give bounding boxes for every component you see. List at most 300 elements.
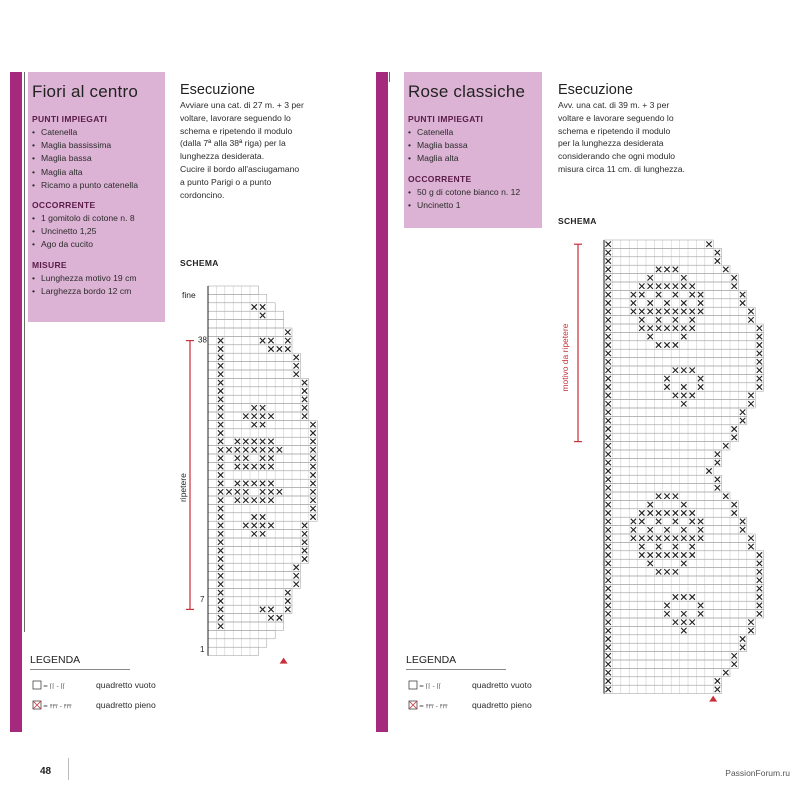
filled-cell-x: [285, 338, 290, 343]
grid-row: [604, 635, 747, 643]
filled-cell-x: [218, 573, 223, 578]
filled-cell-x: [656, 519, 661, 524]
filled-cell-x: [260, 422, 265, 427]
filled-cell-x: [218, 590, 223, 595]
grid-row: [604, 349, 764, 357]
filled-cell-x: [740, 636, 745, 641]
list-item: • Ago da cucito: [32, 238, 165, 251]
filled-cell-x: [748, 544, 753, 549]
filled-cell-x: [252, 481, 257, 486]
filled-cell-x: [648, 536, 653, 541]
filled-cell-x: [757, 326, 762, 331]
filled-cell-x: [218, 582, 223, 587]
filled-cell-x: [235, 498, 240, 503]
section-heading: OCCORRENTE: [32, 200, 96, 211]
empty-square-icon: [408, 678, 466, 692]
filled-cell-x: [681, 384, 686, 389]
chart-grid: [604, 240, 764, 694]
filled-cell-x: [664, 536, 669, 541]
filled-cell-x: [757, 334, 762, 339]
filled-cell-x: [606, 460, 611, 465]
left-legend-title: LEGENDA: [30, 654, 130, 670]
filled-cell-x: [606, 653, 611, 658]
filled-cell-x: [302, 540, 307, 545]
filled-cell-x: [748, 393, 753, 398]
grid-row: [604, 576, 764, 584]
filled-cell-x: [648, 309, 653, 314]
filled-cell-x: [740, 519, 745, 524]
filled-cell-x: [681, 334, 686, 339]
list-item: • Uncinetto 1: [408, 199, 542, 212]
filled-cell-x: [690, 326, 695, 331]
filled-cell-x: [732, 662, 737, 667]
list-item: • Maglia alta: [408, 152, 542, 165]
right-schema-label: SCHEMA: [558, 216, 597, 226]
filled-cell-x: [639, 552, 644, 557]
filled-cell-x: [606, 351, 611, 356]
filled-cell-x: [218, 506, 223, 511]
filled-cell-x: [268, 456, 273, 461]
grid-row: [604, 584, 764, 592]
filled-cell-x: [252, 498, 257, 503]
filled-cell-x: [664, 494, 669, 499]
filled-cell-x: [260, 338, 265, 343]
filled-cell-x: [260, 607, 265, 612]
filled-cell-x: [218, 615, 223, 620]
legend-full-label: quadretto pieno: [96, 700, 156, 710]
list-item: • 1 gomitolo di cotone n. 8: [32, 212, 165, 225]
grid-row: [604, 341, 764, 349]
filled-cell-x: [606, 435, 611, 440]
filled-cell-x: [698, 603, 703, 608]
filled-cell-x: [690, 317, 695, 322]
filled-cell-x: [740, 410, 745, 415]
filled-cell-x: [681, 510, 686, 515]
filled-cell-x: [681, 300, 686, 305]
filled-cell-x: [218, 456, 223, 461]
filled-cell-x: [698, 527, 703, 532]
execution-line: Avv. una cat. di 39 m. + 3 per: [558, 100, 670, 110]
filled-cell-x: [681, 326, 686, 331]
filled-cell-x: [648, 300, 653, 305]
filled-cell-x: [252, 531, 257, 536]
right-execution-text: [558, 99, 738, 176]
filled-cell-x: [218, 439, 223, 444]
filled-cell-x: [681, 527, 686, 532]
filled-cell-x: [715, 687, 720, 692]
filled-cell-x: [748, 317, 753, 322]
filled-cell-x: [606, 586, 611, 591]
filled-cell-x: [606, 477, 611, 482]
filled-cell-x: [606, 393, 611, 398]
left-title: Fiori al centro: [32, 82, 138, 101]
filled-cell-x: [285, 330, 290, 335]
filled-cell-x: [218, 380, 223, 385]
filled-cell-x: [606, 687, 611, 692]
filled-cell-x: [715, 452, 720, 457]
filled-cell-x: [732, 653, 737, 658]
filled-cell-x: [606, 292, 611, 297]
filled-cell-x: [268, 481, 273, 486]
filled-cell-x: [698, 384, 703, 389]
filled-cell-x: [218, 430, 223, 435]
legend-full-row: [30, 698, 156, 718]
filled-cell-x: [664, 552, 669, 557]
filled-cell-x: [656, 544, 661, 549]
filled-cell-x: [268, 346, 273, 351]
filled-cell-x: [218, 523, 223, 528]
right-column-rule: [389, 72, 390, 82]
grid-row: [604, 408, 747, 416]
filled-cell-x: [252, 464, 257, 469]
list-item: • Uncinetto 1,25: [32, 225, 165, 238]
filled-cell-x: [648, 275, 653, 280]
section-heading: PUNTI IMPIEGATI: [408, 114, 484, 124]
section-list: [32, 272, 165, 298]
filled-cell-x: [639, 536, 644, 541]
filled-cell-x: [277, 346, 282, 351]
filled-cell-x: [639, 544, 644, 549]
filled-cell-x: [243, 414, 248, 419]
filled-cell-x: [681, 393, 686, 398]
filled-cell-x: [606, 359, 611, 364]
filled-cell-x: [218, 540, 223, 545]
filled-cell-x: [260, 405, 265, 410]
filled-cell-x: [639, 284, 644, 289]
filled-cell-x: [698, 536, 703, 541]
filled-cell-x: [732, 284, 737, 289]
legend-full-label: quadretto pieno: [472, 700, 532, 710]
left-execution-text: [180, 99, 355, 201]
filled-cell-x: [260, 498, 265, 503]
filled-cell-x: [681, 502, 686, 507]
filled-cell-x: [606, 300, 611, 305]
filled-cell-x: [656, 569, 661, 574]
filled-cell-x: [673, 544, 678, 549]
filled-square-icon: [32, 698, 90, 712]
filled-cell-x: [302, 380, 307, 385]
filled-cell-x: [681, 611, 686, 616]
filled-cell-x: [656, 284, 661, 289]
filled-cell-x: [706, 242, 711, 247]
filled-cell-x: [218, 372, 223, 377]
filled-cell-x: [268, 523, 273, 528]
filled-cell-x: [606, 561, 611, 566]
filled-cell-x: [732, 435, 737, 440]
grid-row: [604, 358, 764, 366]
filled-cell-x: [673, 309, 678, 314]
filled-cell-x: [690, 292, 695, 297]
filled-cell-x: [243, 447, 248, 452]
filled-cell-x: [664, 309, 669, 314]
start-marker-icon: [709, 696, 717, 702]
filled-square-icon: [408, 698, 466, 712]
filled-cell-x: [748, 620, 753, 625]
right-legend: [406, 654, 532, 718]
filled-cell-x: [606, 662, 611, 667]
filled-cell-x: [606, 410, 611, 415]
filled-cell-x: [310, 439, 315, 444]
right-sections: [408, 114, 542, 212]
grid-row: [604, 467, 713, 475]
filled-cell-x: [606, 258, 611, 263]
filled-cell-x: [218, 397, 223, 402]
right-accent-bar: [376, 72, 388, 732]
filled-cell-x: [673, 292, 678, 297]
filled-cell-x: [218, 346, 223, 351]
filled-cell-x: [243, 489, 248, 494]
filled-cell-x: [606, 342, 611, 347]
filled-cell-x: [690, 284, 695, 289]
execution-line: lunghezza desiderata.: [180, 151, 265, 162]
filled-cell-x: [748, 401, 753, 406]
legend-full-row: [406, 698, 532, 718]
filled-cell-x: [252, 439, 257, 444]
filled-cell-x: [310, 456, 315, 461]
label-repeat: motivo da ripetere: [560, 323, 570, 392]
filled-cell-x: [715, 460, 720, 465]
filled-cell-x: [268, 607, 273, 612]
filled-cell-x: [268, 464, 273, 469]
legend-empty-label: quadretto vuoto: [96, 680, 156, 690]
filled-cell-x: [226, 447, 231, 452]
filled-cell-x: [673, 284, 678, 289]
filled-cell-x: [310, 430, 315, 435]
filled-cell-x: [606, 468, 611, 473]
filled-cell-x: [606, 309, 611, 314]
filled-cell-x: [673, 342, 678, 347]
filled-cell-x: [302, 548, 307, 553]
left-info-panel: [28, 72, 165, 322]
filled-cell-x: [310, 422, 315, 427]
filled-cell-x: [715, 258, 720, 263]
label-row-7: 7: [200, 594, 205, 604]
grid-row: [208, 311, 284, 319]
filled-cell-x: [656, 552, 661, 557]
filled-cell-x: [260, 456, 265, 461]
filled-cell-x: [681, 620, 686, 625]
filled-cell-x: [218, 607, 223, 612]
filled-cell-x: [252, 523, 257, 528]
list-item: • Ricamo a punto catenella: [32, 179, 165, 192]
filled-cell-x: [656, 267, 661, 272]
filled-cell-x: [285, 346, 290, 351]
filled-cell-x: [656, 292, 661, 297]
filled-cell-x: [285, 590, 290, 595]
filled-cell-x: [218, 388, 223, 393]
filled-cell-x: [639, 326, 644, 331]
filled-cell-x: [285, 598, 290, 603]
section-heading: MISURE: [32, 259, 67, 270]
filled-cell-x: [748, 309, 753, 314]
filled-cell-x: [294, 582, 299, 587]
filled-cell-x: [606, 544, 611, 549]
grid-row: [208, 362, 300, 370]
filled-cell-x: [631, 519, 636, 524]
filled-cell-x: [673, 552, 678, 557]
filled-cell-x: [673, 393, 678, 398]
filled-cell-x: [218, 472, 223, 477]
filled-cell-x: [673, 536, 678, 541]
filled-cell-x: [740, 292, 745, 297]
filled-cell-x: [606, 628, 611, 633]
left-schema-label: SCHEMA: [180, 258, 219, 268]
filled-cell-x: [648, 527, 653, 532]
filled-cell-x: [706, 468, 711, 473]
filled-cell-x: [664, 603, 669, 608]
filled-cell-x: [277, 615, 282, 620]
filled-cell-x: [732, 426, 737, 431]
right-title: Rose classiche: [408, 82, 526, 101]
filled-cell-x: [664, 284, 669, 289]
label-repeat: ripetere: [178, 473, 188, 503]
filled-cell-x: [302, 556, 307, 561]
filled-cell-x: [252, 414, 257, 419]
svg-text:= ⫯⫯⫯ - ⫯⫯⫯: = ⫯⫯⫯ - ⫯⫯⫯: [419, 703, 448, 710]
filled-cell-x: [698, 519, 703, 524]
filled-cell-x: [656, 536, 661, 541]
filled-cell-x: [310, 489, 315, 494]
right-execution-title: Esecuzione: [558, 82, 633, 98]
filled-cell-x: [606, 645, 611, 650]
filled-cell-x: [243, 464, 248, 469]
execution-line: (dalla 7ª alla 38ª riga) per la: [180, 138, 286, 149]
grid-row: [208, 370, 300, 378]
filled-cell-x: [690, 510, 695, 515]
execution-line: voltare, lavorare seguendo lo: [180, 112, 291, 123]
filled-cell-x: [268, 498, 273, 503]
execution-line: misura circa 11 cm. di lunghezza.: [558, 163, 685, 174]
filled-cell-x: [664, 611, 669, 616]
execution-line: per la lunghezza desiderata: [558, 138, 664, 149]
filled-cell-x: [243, 481, 248, 486]
filled-cell-x: [664, 569, 669, 574]
filled-cell-x: [218, 531, 223, 536]
filled-cell-x: [310, 472, 315, 477]
page-number-rule: [68, 758, 69, 780]
filled-cell-x: [740, 645, 745, 650]
filled-cell-x: [690, 620, 695, 625]
filled-cell-x: [218, 514, 223, 519]
legend-empty-row: [406, 678, 532, 698]
filled-cell-x: [681, 552, 686, 557]
filled-cell-x: [218, 556, 223, 561]
filled-cell-x: [681, 368, 686, 373]
filled-cell-x: [606, 376, 611, 381]
filled-cell-x: [690, 309, 695, 314]
section-heading: OCCORRENTE: [408, 173, 472, 184]
filled-cell-x: [732, 510, 737, 515]
label-row-1: 1: [200, 645, 205, 655]
filled-cell-x: [260, 304, 265, 309]
filled-cell-x: [302, 523, 307, 528]
filled-cell-x: [656, 317, 661, 322]
filled-cell-x: [698, 376, 703, 381]
filled-cell-x: [235, 481, 240, 486]
filled-cell-x: [715, 477, 720, 482]
filled-cell-x: [606, 334, 611, 339]
filled-cell-x: [606, 678, 611, 683]
right-execution: [558, 82, 738, 176]
svg-text:= ⌈⌈ - ⌈⌈: = ⌈⌈ - ⌈⌈: [419, 683, 442, 690]
filled-cell-x: [648, 552, 653, 557]
section-list: [408, 126, 542, 166]
svg-text:= ⫯⫯⫯ - ⫯⫯⫯: = ⫯⫯⫯ - ⫯⫯⫯: [43, 703, 72, 710]
left-execution: [180, 82, 355, 201]
filled-cell-x: [243, 523, 248, 528]
filled-cell-x: [310, 447, 315, 452]
filled-cell-x: [673, 620, 678, 625]
filled-cell-x: [606, 578, 611, 583]
right-legend-title: LEGENDA: [406, 654, 506, 670]
filled-cell-x: [757, 603, 762, 608]
filled-cell-x: [698, 309, 703, 314]
grid-row: [604, 240, 713, 248]
filled-cell-x: [631, 292, 636, 297]
filled-cell-x: [690, 393, 695, 398]
filled-cell-x: [218, 489, 223, 494]
list-item: • Catenella: [408, 126, 542, 139]
filled-cell-x: [723, 267, 728, 272]
label-fine: fine: [182, 290, 196, 300]
filled-cell-x: [606, 510, 611, 515]
filled-cell-x: [285, 607, 290, 612]
filled-cell-x: [673, 317, 678, 322]
filled-cell-x: [748, 536, 753, 541]
execution-line: schema e ripetendo il modulo: [558, 125, 671, 136]
grid-row: [604, 526, 747, 534]
filled-cell-x: [268, 439, 273, 444]
grid-row: [604, 416, 747, 424]
filled-cell-x: [740, 527, 745, 532]
filled-cell-x: [639, 292, 644, 297]
filled-cell-x: [218, 548, 223, 553]
filled-cell-x: [673, 368, 678, 373]
filled-cell-x: [302, 414, 307, 419]
filled-cell-x: [664, 300, 669, 305]
filled-cell-x: [606, 536, 611, 541]
filled-cell-x: [715, 485, 720, 490]
grid-row: [208, 471, 317, 479]
filled-cell-x: [606, 443, 611, 448]
filled-cell-x: [732, 502, 737, 507]
filled-cell-x: [606, 384, 611, 389]
filled-cell-x: [606, 494, 611, 499]
execution-line: cordoncino.: [180, 189, 225, 200]
filled-cell-x: [294, 363, 299, 368]
filled-cell-x: [606, 670, 611, 675]
execution-line: Avviare una cat. di 27 m. + 3 per: [180, 100, 304, 110]
filled-cell-x: [268, 489, 273, 494]
filled-cell-x: [218, 565, 223, 570]
filled-cell-x: [664, 527, 669, 532]
filled-cell-x: [252, 447, 257, 452]
filled-cell-x: [673, 569, 678, 574]
grid-row: [208, 294, 267, 302]
page-number: 48: [40, 766, 52, 777]
filled-cell-x: [631, 300, 636, 305]
filled-cell-x: [260, 464, 265, 469]
filled-cell-x: [664, 376, 669, 381]
left-execution-title: Esecuzione: [180, 82, 255, 98]
filled-cell-x: [606, 317, 611, 322]
filled-cell-x: [690, 594, 695, 599]
filled-cell-x: [235, 456, 240, 461]
filled-cell-x: [218, 422, 223, 427]
filled-cell-x: [218, 363, 223, 368]
filled-cell-x: [723, 670, 728, 675]
filled-cell-x: [673, 594, 678, 599]
